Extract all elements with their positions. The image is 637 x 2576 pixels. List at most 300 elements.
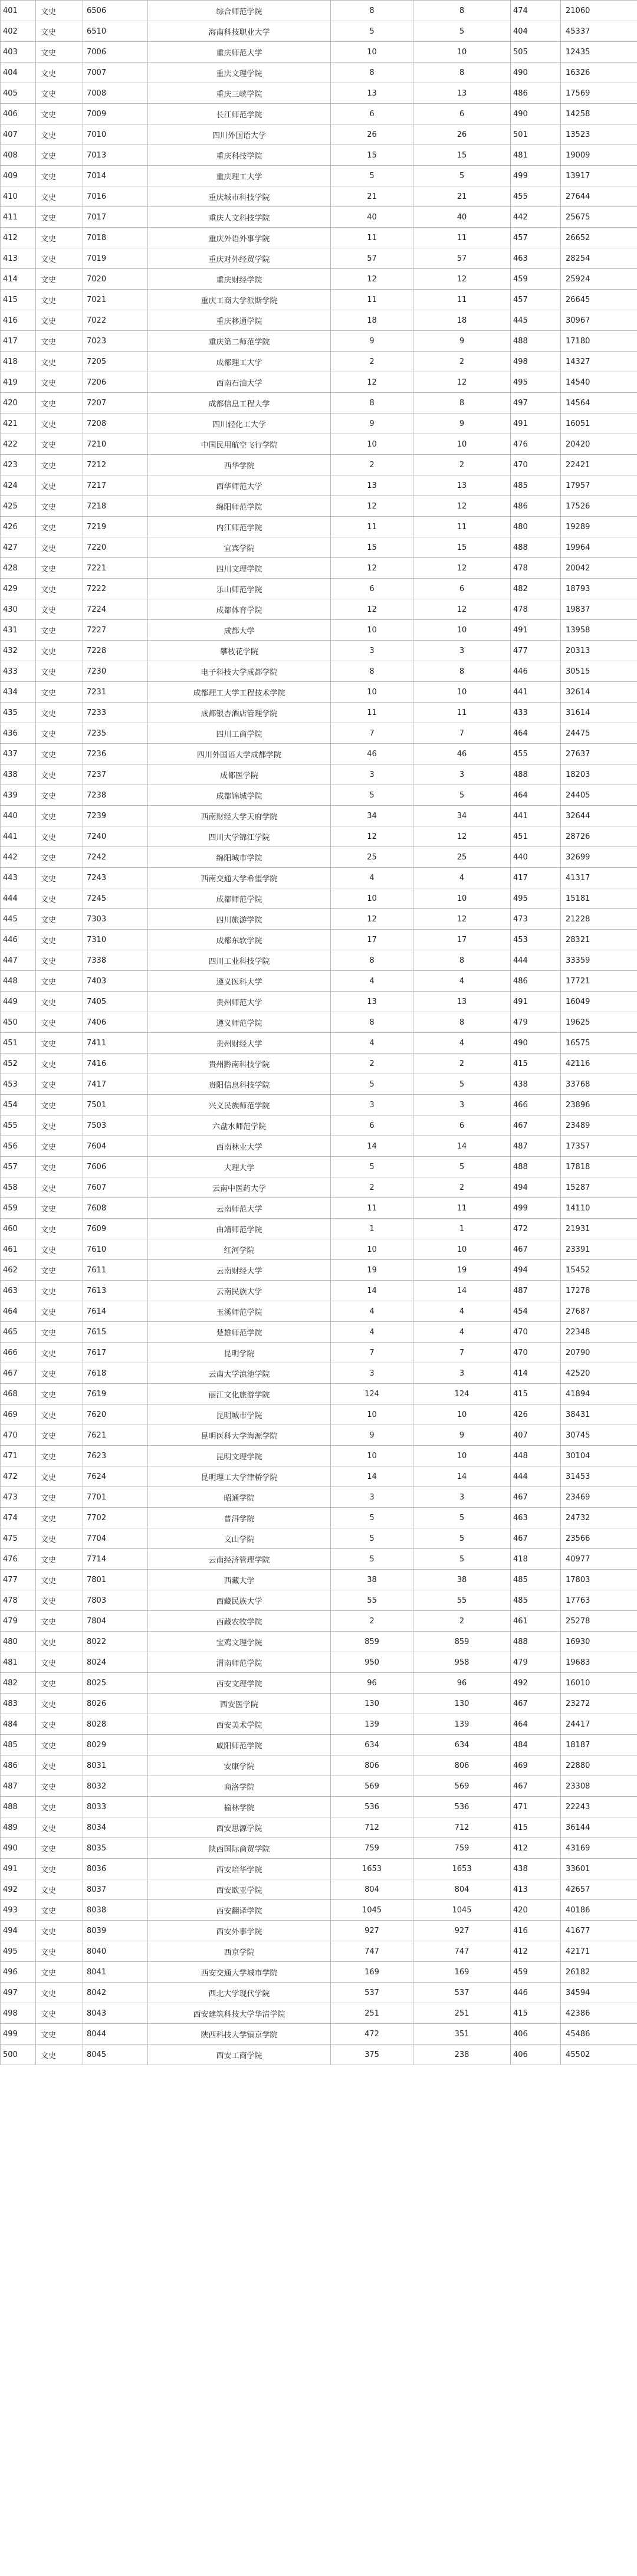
- school-code-cell: 7238: [83, 785, 148, 806]
- min-rank-cell: 13523: [561, 124, 637, 145]
- min-score-cell: 464: [511, 1714, 561, 1735]
- row-index-cell: 402: [1, 21, 36, 42]
- school-name-cell: 榆林学院: [148, 1797, 331, 1817]
- plan-count-cell: 759: [331, 1838, 413, 1859]
- min-rank-cell: 19964: [561, 537, 637, 558]
- school-name-cell: 云南大学滇池学院: [148, 1363, 331, 1384]
- min-score-cell: 494: [511, 1177, 561, 1198]
- row-index-cell: 481: [1, 1652, 36, 1673]
- min-score-cell: 486: [511, 83, 561, 104]
- min-score-cell: 426: [511, 1405, 561, 1425]
- school-name-cell: 西安医学院: [148, 1694, 331, 1714]
- school-name-cell: 攀枝花学院: [148, 641, 331, 661]
- table-row: [1, 1157, 637, 1177]
- plan-count-cell: 18: [331, 310, 413, 331]
- admitted-count-cell: 4: [413, 1033, 511, 1054]
- min-rank-cell: 14110: [561, 1198, 637, 1219]
- plan-count-cell: 8: [331, 393, 413, 414]
- school-code-cell: 7240: [83, 826, 148, 847]
- row-index-cell: 457: [1, 1157, 36, 1177]
- school-code-cell: 7228: [83, 641, 148, 661]
- min-rank-cell: 43169: [561, 1838, 637, 1859]
- admitted-count-cell: 9: [413, 414, 511, 434]
- table-row: [1, 992, 637, 1012]
- min-score-cell: 407: [511, 1425, 561, 1446]
- plan-count-cell: 1653: [331, 1859, 413, 1879]
- admitted-count-cell: 10: [413, 682, 511, 703]
- table-row: [1, 434, 637, 455]
- min-score-cell: 478: [511, 599, 561, 620]
- admitted-count-cell: 2: [413, 352, 511, 372]
- plan-count-cell: 10: [331, 888, 413, 909]
- min-score-cell: 488: [511, 331, 561, 352]
- category-cell: 文史: [36, 909, 83, 930]
- admitted-count-cell: 5: [413, 21, 511, 42]
- min-score-cell: 490: [511, 1033, 561, 1054]
- table-row: [1, 1363, 637, 1384]
- min-score-cell: 490: [511, 63, 561, 83]
- plan-count-cell: 10: [331, 42, 413, 63]
- school-name-cell: 海南科技职业大学: [148, 21, 331, 42]
- school-code-cell: 8041: [83, 1962, 148, 1983]
- row-index-cell: 445: [1, 909, 36, 930]
- table-row: [1, 764, 637, 785]
- table-row: [1, 1735, 637, 1755]
- admitted-count-cell: 5: [413, 1549, 511, 1570]
- table-row: [1, 1301, 637, 1322]
- admitted-count-cell: 10: [413, 888, 511, 909]
- admitted-count-cell: 40: [413, 207, 511, 228]
- category-cell: 文史: [36, 950, 83, 971]
- plan-count-cell: 55: [331, 1590, 413, 1611]
- school-name-cell: 玉溪师范学院: [148, 1301, 331, 1322]
- plan-count-cell: 40: [331, 207, 413, 228]
- school-code-cell: 7022: [83, 310, 148, 331]
- admitted-count-cell: 3: [413, 1487, 511, 1508]
- school-name-cell: 云南中医药大学: [148, 1177, 331, 1198]
- min-score-cell: 491: [511, 992, 561, 1012]
- school-name-cell: 西南石油大学: [148, 372, 331, 393]
- category-cell: 文史: [36, 703, 83, 723]
- min-rank-cell: 19625: [561, 1012, 637, 1033]
- min-rank-cell: 19289: [561, 517, 637, 537]
- school-name-cell: 重庆文理学院: [148, 63, 331, 83]
- plan-count-cell: 2: [331, 352, 413, 372]
- category-cell: 文史: [36, 826, 83, 847]
- row-index-cell: 406: [1, 104, 36, 124]
- school-code-cell: 7406: [83, 1012, 148, 1033]
- admitted-count-cell: 130: [413, 1694, 511, 1714]
- table-row: [1, 290, 637, 310]
- min-score-cell: 415: [511, 1054, 561, 1074]
- row-index-cell: 489: [1, 1817, 36, 1838]
- row-index-cell: 446: [1, 930, 36, 950]
- admitted-count-cell: 8: [413, 1, 511, 21]
- school-name-cell: 兴义民族师范学院: [148, 1095, 331, 1115]
- admitted-count-cell: 927: [413, 1921, 511, 1941]
- category-cell: 文史: [36, 992, 83, 1012]
- min-rank-cell: 24405: [561, 785, 637, 806]
- plan-count-cell: 569: [331, 1776, 413, 1797]
- min-rank-cell: 36144: [561, 1817, 637, 1838]
- table-row: [1, 1755, 637, 1776]
- min-score-cell: 459: [511, 1962, 561, 1983]
- school-name-cell: 贵州黔南科技学院: [148, 1054, 331, 1074]
- min-rank-cell: 17803: [561, 1570, 637, 1590]
- school-code-cell: 7016: [83, 186, 148, 207]
- school-name-cell: 内江师范学院: [148, 517, 331, 537]
- min-score-cell: 415: [511, 1817, 561, 1838]
- category-cell: 文史: [36, 207, 83, 228]
- min-score-cell: 444: [511, 950, 561, 971]
- school-code-cell: 7619: [83, 1384, 148, 1405]
- plan-count-cell: 4: [331, 868, 413, 888]
- row-index-cell: 463: [1, 1281, 36, 1301]
- category-cell: 文史: [36, 1652, 83, 1673]
- school-code-cell: 7007: [83, 63, 148, 83]
- school-code-cell: 7624: [83, 1466, 148, 1487]
- table-row: [1, 537, 637, 558]
- table-row: [1, 414, 637, 434]
- min-rank-cell: 32699: [561, 847, 637, 868]
- row-index-cell: 479: [1, 1611, 36, 1632]
- admitted-count-cell: 12: [413, 599, 511, 620]
- plan-count-cell: 747: [331, 1941, 413, 1962]
- school-name-cell: 西京学院: [148, 1941, 331, 1962]
- plan-count-cell: 804: [331, 1879, 413, 1900]
- school-name-cell: 长江师范学院: [148, 104, 331, 124]
- min-rank-cell: 21060: [561, 1, 637, 21]
- table-row: [1, 1115, 637, 1136]
- table-row: [1, 2024, 637, 2045]
- row-index-cell: 421: [1, 414, 36, 434]
- school-code-cell: 7207: [83, 393, 148, 414]
- row-index-cell: 497: [1, 1983, 36, 2003]
- min-score-cell: 497: [511, 393, 561, 414]
- min-rank-cell: 31453: [561, 1466, 637, 1487]
- school-code-cell: 7235: [83, 723, 148, 744]
- school-code-cell: 7014: [83, 166, 148, 186]
- admitted-count-cell: 5: [413, 1528, 511, 1549]
- row-index-cell: 491: [1, 1859, 36, 1879]
- row-index-cell: 461: [1, 1239, 36, 1260]
- category-cell: 文史: [36, 21, 83, 42]
- min-rank-cell: 27687: [561, 1301, 637, 1322]
- plan-count-cell: 3: [331, 1095, 413, 1115]
- school-code-cell: 7018: [83, 228, 148, 248]
- school-code-cell: 8024: [83, 1652, 148, 1673]
- row-index-cell: 424: [1, 475, 36, 496]
- table-row: [1, 744, 637, 764]
- category-cell: 文史: [36, 1487, 83, 1508]
- plan-count-cell: 536: [331, 1797, 413, 1817]
- school-code-cell: 7501: [83, 1095, 148, 1115]
- row-index-cell: 454: [1, 1095, 36, 1115]
- school-code-cell: 7231: [83, 682, 148, 703]
- school-code-cell: 7019: [83, 248, 148, 269]
- school-name-cell: 陕西科技大学镐京学院: [148, 2024, 331, 2045]
- school-name-cell: 陕西国际商贸学院: [148, 1838, 331, 1859]
- plan-count-cell: 14: [331, 1136, 413, 1157]
- table-row: [1, 2003, 637, 2024]
- min-score-cell: 415: [511, 2003, 561, 2024]
- school-name-cell: 成都银杏酒店管理学院: [148, 703, 331, 723]
- min-score-cell: 455: [511, 744, 561, 764]
- min-score-cell: 469: [511, 1755, 561, 1776]
- min-score-cell: 412: [511, 1838, 561, 1859]
- category-cell: 文史: [36, 1322, 83, 1343]
- min-score-cell: 464: [511, 785, 561, 806]
- school-code-cell: 7222: [83, 579, 148, 599]
- row-index-cell: 414: [1, 269, 36, 290]
- min-rank-cell: 17357: [561, 1136, 637, 1157]
- min-rank-cell: 42657: [561, 1879, 637, 1900]
- school-name-cell: 重庆师范大学: [148, 42, 331, 63]
- min-score-cell: 445: [511, 310, 561, 331]
- school-code-cell: 7239: [83, 806, 148, 826]
- row-index-cell: 471: [1, 1446, 36, 1466]
- admitted-count-cell: 11: [413, 228, 511, 248]
- plan-count-cell: 6: [331, 1115, 413, 1136]
- min-score-cell: 478: [511, 558, 561, 579]
- category-cell: 文史: [36, 372, 83, 393]
- school-code-cell: 7208: [83, 414, 148, 434]
- min-score-cell: 418: [511, 1549, 561, 1570]
- min-score-cell: 488: [511, 1157, 561, 1177]
- admitted-count-cell: 9: [413, 331, 511, 352]
- row-index-cell: 436: [1, 723, 36, 744]
- plan-count-cell: 17: [331, 930, 413, 950]
- school-name-cell: 四川轻化工大学: [148, 414, 331, 434]
- min-score-cell: 467: [511, 1115, 561, 1136]
- admitted-count-cell: 3: [413, 641, 511, 661]
- row-index-cell: 470: [1, 1425, 36, 1446]
- min-score-cell: 505: [511, 42, 561, 63]
- school-code-cell: 7704: [83, 1528, 148, 1549]
- min-score-cell: 486: [511, 971, 561, 992]
- category-cell: 文史: [36, 1425, 83, 1446]
- min-rank-cell: 42386: [561, 2003, 637, 2024]
- min-score-cell: 446: [511, 1983, 561, 2003]
- school-name-cell: 成都体育学院: [148, 599, 331, 620]
- table-row: [1, 1962, 637, 1983]
- school-name-cell: 西安美术学院: [148, 1714, 331, 1735]
- min-rank-cell: 15181: [561, 888, 637, 909]
- school-code-cell: 8031: [83, 1755, 148, 1776]
- table-row: [1, 1528, 637, 1549]
- category-cell: 文史: [36, 1363, 83, 1384]
- school-name-cell: 成都理工大学: [148, 352, 331, 372]
- row-index-cell: 428: [1, 558, 36, 579]
- plan-count-cell: 3: [331, 764, 413, 785]
- table-row: [1, 1859, 637, 1879]
- category-cell: 文史: [36, 455, 83, 475]
- school-name-cell: 西南林业大学: [148, 1136, 331, 1157]
- school-name-cell: 重庆第二师范学院: [148, 331, 331, 352]
- min-score-cell: 442: [511, 207, 561, 228]
- school-code-cell: 7614: [83, 1301, 148, 1322]
- admitted-count-cell: 17: [413, 930, 511, 950]
- school-name-cell: 遵义师范学院: [148, 1012, 331, 1033]
- row-index-cell: 449: [1, 992, 36, 1012]
- plan-count-cell: 7: [331, 723, 413, 744]
- category-cell: 文史: [36, 63, 83, 83]
- row-index-cell: 404: [1, 63, 36, 83]
- admitted-count-cell: 12: [413, 826, 511, 847]
- min-score-cell: 461: [511, 1611, 561, 1632]
- min-score-cell: 415: [511, 1384, 561, 1405]
- admitted-count-cell: 8: [413, 1012, 511, 1033]
- min-rank-cell: 19683: [561, 1652, 637, 1673]
- plan-count-cell: 8: [331, 950, 413, 971]
- min-rank-cell: 20042: [561, 558, 637, 579]
- min-rank-cell: 32614: [561, 682, 637, 703]
- table-row: [1, 2045, 637, 2065]
- row-index-cell: 423: [1, 455, 36, 475]
- table-row: [1, 1590, 637, 1611]
- category-cell: 文史: [36, 104, 83, 124]
- school-code-cell: 8045: [83, 2045, 148, 2065]
- plan-count-cell: 4: [331, 1301, 413, 1322]
- min-score-cell: 487: [511, 1281, 561, 1301]
- school-code-cell: 8035: [83, 1838, 148, 1859]
- min-rank-cell: 17957: [561, 475, 637, 496]
- row-index-cell: 416: [1, 310, 36, 331]
- min-score-cell: 470: [511, 455, 561, 475]
- category-cell: 文史: [36, 1095, 83, 1115]
- table-body: [1, 1, 637, 2065]
- school-name-cell: 昆明医科大学海源学院: [148, 1425, 331, 1446]
- category-cell: 文史: [36, 682, 83, 703]
- table-row: [1, 1570, 637, 1590]
- table-row: [1, 1714, 637, 1735]
- plan-count-cell: 10: [331, 1405, 413, 1425]
- category-cell: 文史: [36, 1797, 83, 1817]
- school-code-cell: 7416: [83, 1054, 148, 1074]
- school-code-cell: 7403: [83, 971, 148, 992]
- min-rank-cell: 14327: [561, 352, 637, 372]
- category-cell: 文史: [36, 1611, 83, 1632]
- table-row: [1, 579, 637, 599]
- row-index-cell: 408: [1, 145, 36, 166]
- row-index-cell: 485: [1, 1735, 36, 1755]
- school-code-cell: 7623: [83, 1446, 148, 1466]
- table-row: [1, 1900, 637, 1921]
- plan-count-cell: 472: [331, 2024, 413, 2045]
- school-code-cell: 7417: [83, 1074, 148, 1095]
- min-rank-cell: 20420: [561, 434, 637, 455]
- school-code-cell: 7230: [83, 661, 148, 682]
- category-cell: 文史: [36, 269, 83, 290]
- row-index-cell: 420: [1, 393, 36, 414]
- min-rank-cell: 21931: [561, 1219, 637, 1239]
- category-cell: 文史: [36, 1900, 83, 1921]
- plan-count-cell: 859: [331, 1632, 413, 1652]
- admitted-count-cell: 25: [413, 847, 511, 868]
- plan-count-cell: 12: [331, 826, 413, 847]
- school-name-cell: 楚雄师范学院: [148, 1322, 331, 1343]
- min-rank-cell: 45337: [561, 21, 637, 42]
- school-name-cell: 西华师范大学: [148, 475, 331, 496]
- min-score-cell: 494: [511, 1260, 561, 1281]
- table-row: [1, 1652, 637, 1673]
- school-code-cell: 7615: [83, 1322, 148, 1343]
- school-code-cell: 7219: [83, 517, 148, 537]
- school-name-cell: 西安文理学院: [148, 1673, 331, 1694]
- table-row: [1, 847, 637, 868]
- min-rank-cell: 23489: [561, 1115, 637, 1136]
- plan-count-cell: 5: [331, 1157, 413, 1177]
- category-cell: 文史: [36, 1735, 83, 1755]
- min-rank-cell: 30967: [561, 310, 637, 331]
- category-cell: 文史: [36, 1838, 83, 1859]
- min-score-cell: 414: [511, 1363, 561, 1384]
- school-name-cell: 西安外事学院: [148, 1921, 331, 1941]
- school-code-cell: 7303: [83, 909, 148, 930]
- min-score-cell: 471: [511, 1797, 561, 1817]
- row-index-cell: 430: [1, 599, 36, 620]
- row-index-cell: 409: [1, 166, 36, 186]
- school-code-cell: 6510: [83, 21, 148, 42]
- min-score-cell: 406: [511, 2045, 561, 2065]
- admitted-count-cell: 5: [413, 1508, 511, 1528]
- min-rank-cell: 17763: [561, 1590, 637, 1611]
- school-name-cell: 大理大学: [148, 1157, 331, 1177]
- row-index-cell: 458: [1, 1177, 36, 1198]
- school-code-cell: 7804: [83, 1611, 148, 1632]
- plan-count-cell: 927: [331, 1921, 413, 1941]
- row-index-cell: 401: [1, 1, 36, 21]
- school-name-cell: 西藏农牧学院: [148, 1611, 331, 1632]
- category-cell: 文史: [36, 2024, 83, 2045]
- min-rank-cell: 24732: [561, 1508, 637, 1528]
- min-rank-cell: 30745: [561, 1425, 637, 1446]
- plan-count-cell: 11: [331, 290, 413, 310]
- row-index-cell: 492: [1, 1879, 36, 1900]
- row-index-cell: 442: [1, 847, 36, 868]
- min-score-cell: 448: [511, 1446, 561, 1466]
- min-rank-cell: 13958: [561, 620, 637, 641]
- min-score-cell: 466: [511, 1095, 561, 1115]
- admitted-count-cell: 12: [413, 372, 511, 393]
- table-row: [1, 1549, 637, 1570]
- school-code-cell: 7010: [83, 124, 148, 145]
- row-index-cell: 438: [1, 764, 36, 785]
- min-score-cell: 488: [511, 1632, 561, 1652]
- min-rank-cell: 33359: [561, 950, 637, 971]
- min-rank-cell: 26645: [561, 290, 637, 310]
- school-code-cell: 7220: [83, 537, 148, 558]
- min-rank-cell: 45486: [561, 2024, 637, 2045]
- category-cell: 文史: [36, 2003, 83, 2024]
- admitted-count-cell: 759: [413, 1838, 511, 1859]
- table-row: [1, 496, 637, 517]
- min-rank-cell: 16326: [561, 63, 637, 83]
- category-cell: 文史: [36, 1508, 83, 1528]
- row-index-cell: 426: [1, 517, 36, 537]
- table-row: [1, 124, 637, 145]
- plan-count-cell: 3: [331, 1363, 413, 1384]
- category-cell: 文史: [36, 1714, 83, 1735]
- admitted-count-cell: 21: [413, 186, 511, 207]
- school-code-cell: 7617: [83, 1343, 148, 1363]
- table-row: [1, 682, 637, 703]
- school-code-cell: 8034: [83, 1817, 148, 1838]
- category-cell: 文史: [36, 496, 83, 517]
- admitted-count-cell: 13: [413, 475, 511, 496]
- min-rank-cell: 42116: [561, 1054, 637, 1074]
- school-code-cell: 7206: [83, 372, 148, 393]
